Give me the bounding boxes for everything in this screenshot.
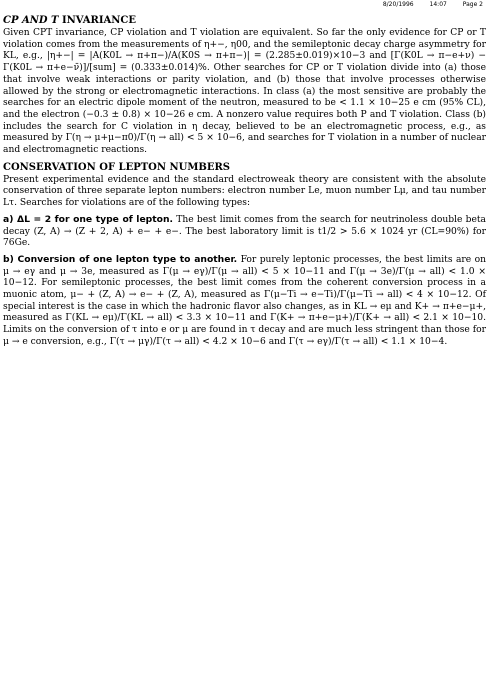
subsection-lead: b) Conversion of one lepton type to another.: [3, 253, 238, 265]
subsection-delta-l-2: [3, 214, 486, 250]
section-heading-text: CONSERVATION OF LEPTON NUMBERS: [3, 161, 231, 173]
paragraph-lepton-numbers-intro: Present experimental evidence and the standard electroweak theory are consistent with the absolute conservation of three separate lepton numbers: electron number Le, muon number Lμ, and tau number Lτ. Searches for violations are of the following types:: [3, 174, 486, 209]
header-date: 8/20/1996: [382, 1, 414, 8]
paragraph-cp-t-invariance: Given CPT invariance, CP violation and T violation are equivalent. So far the only evidence for CP or T violation comes from the measurements of η+−, η00, and the semileptonic decay charge asymmetry for KL, e.g., |η+−| = |A(K0L → π+π−)/A(K0S → π+π−)| = (2.285±0.019)×10−3 and [Γ(K0L → π−e+ν) − Γ(K0L → π+e−ν̄)]/[sum] = (0.333±0.014)%. Other searches for CP or T violation divide into (a) those that involve weak interactions or parity violation, and (b) those that involve processes otherwise allowed by the strong or electromagnetic interactions. In class (a) the most sensitive are probably the searches for an electric dipole moment of the neutron, measured to be < 1.1 × 10−25 e cm (95% CL), and the electron (−0.3 ± 0.8) × 10−26 e cm. A nonzero value requires both P and T violation. Class (b) includes the search for C violation in η decay, believed to be an electromagnetic process, e.g., as measured by Γ(η → μ+μ−π0)/Γ(η → all) < 5 × 10−6, and searches for T violation in a number of nuclear and electromagnetic reactions.: [3, 28, 486, 156]
subsection-lepton-conversion: [3, 254, 486, 349]
document-body: [3, 10, 486, 353]
section-heading-cp-t-invariance: [3, 15, 486, 27]
section-heading-text: INVARIANCE: [58, 15, 136, 26]
header-page-number: Page 2: [462, 1, 483, 8]
section-heading-italic-part: CP AND T: [3, 15, 59, 26]
subsection-lead: a) ΔL = 2 for one type of lepton.: [3, 213, 173, 225]
page-header: [369, 1, 483, 8]
subsection-text: For purely leptonic processes, the best limits are on μ → eγ and μ → 3e, measured as Γ(μ → eγ)/Γ(μ → all) < 5 × 10−11 and Γ(μ → 3e)/Γ(μ → all) < 1.0 × 10−12. For semileptonic processes, the best limit comes from the coherent conversion process in a muonic atom, μ− + (Z, A) → e− + (Z, A), measured as Γ(μ−Ti → e−Ti)/Γ(μ−Ti → all) < 4 × 10−12. Of special interest is the case in which the hadronic flavor also changes, as in KL → eμ and K+ → π+e−μ+, measured as Γ(KL → eμ)/Γ(KL → all) < 3.3 × 10−11 and Γ(K+ → π+e−μ+)/Γ(K+ → all) < 2.1 × 10−10. Limits on the conversion of τ into e or μ are found in τ decay and are much less stringent than those for μ → e conversion, e.g., Γ(τ → μγ)/Γ(τ → all) < 4.2 × 10−6 and Γ(τ → eγ)/Γ(τ → all) < 1.1 × 10−4.: [3, 254, 486, 347]
subsection-text: The best limit comes from the search for neutrinoless double beta decay (Z, A) → (Z + 2, A) + e− + e−. The best laboratory limit is t1/2 > 5.6 × 1024 yr (CL=90%) for 76Ge.: [3, 214, 486, 249]
section-heading-lepton-numbers: [3, 162, 486, 174]
header-time: 14:07: [429, 1, 447, 8]
